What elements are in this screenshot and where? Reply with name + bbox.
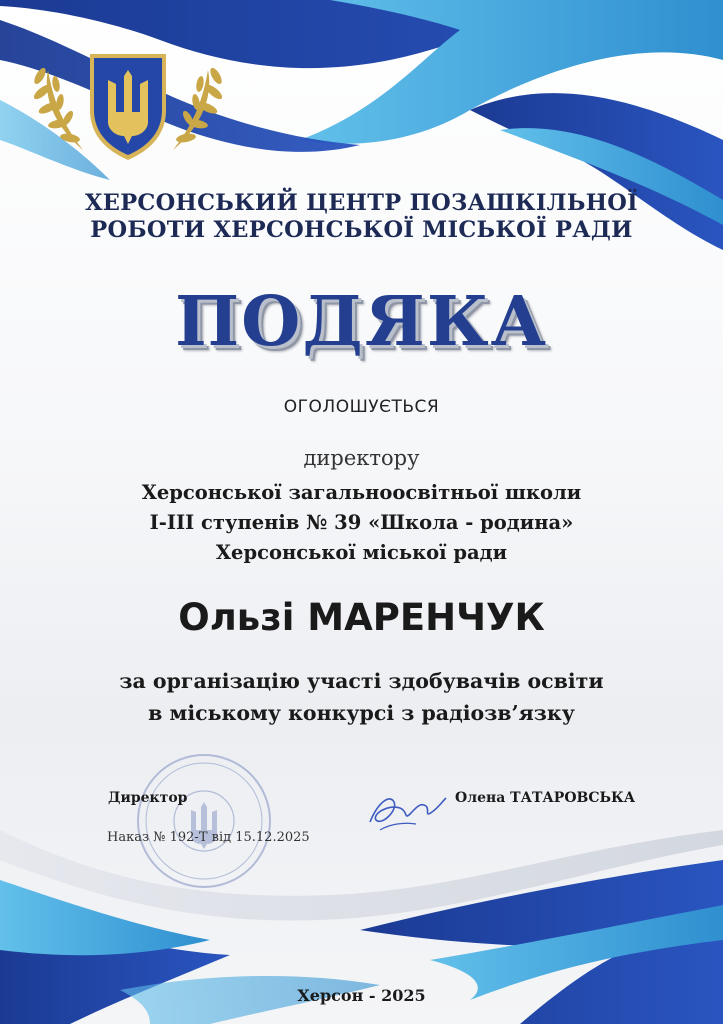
school-line-2: І-ІІІ ступенів № 39 «Школа - родина» xyxy=(149,511,574,534)
reason-line-2: в міському конкурсі з радіозв’язку xyxy=(148,701,575,725)
recipient-school xyxy=(0,478,723,568)
reason-line-1: за організацію участі здобувачів освіти xyxy=(119,669,604,693)
laurel-left-icon xyxy=(32,66,83,150)
coat-of-arms-emblem xyxy=(28,40,228,170)
certificate-title: ПОДЯКА xyxy=(174,282,549,362)
signature-name: Олена ТАТАРОВСЬКА xyxy=(455,790,636,806)
recipient-name: Ользі МАРЕНЧУК xyxy=(178,596,545,639)
laurel-right-icon xyxy=(173,66,224,150)
announce-text: ОГОЛОШУЄТЬСЯ xyxy=(283,397,440,417)
trident-shield-icon xyxy=(90,54,166,160)
handwritten-signature xyxy=(360,780,450,840)
organization-line-2: РОБОТИ ХЕРСОНСЬКОЇ МІСЬКОЇ РАДИ xyxy=(90,217,633,243)
city-year: Херсон - 2025 xyxy=(297,986,426,1005)
signature-role: Директор xyxy=(108,790,188,806)
official-stamp-icon xyxy=(133,750,275,892)
organization-line-1: ХЕРСОНСЬКИЙ ЦЕНТР ПОЗАШКІЛЬНОЇ xyxy=(85,190,638,216)
organization-name xyxy=(0,190,723,244)
recipient-position: директору xyxy=(303,446,420,470)
school-line-1: Херсонської загальноосвітньої школи xyxy=(141,481,582,504)
award-reason xyxy=(0,665,723,729)
school-line-3: Херсонської міської ради xyxy=(215,541,508,564)
order-reference: Наказ № 192-Т від 15.12.2025 xyxy=(107,830,310,845)
